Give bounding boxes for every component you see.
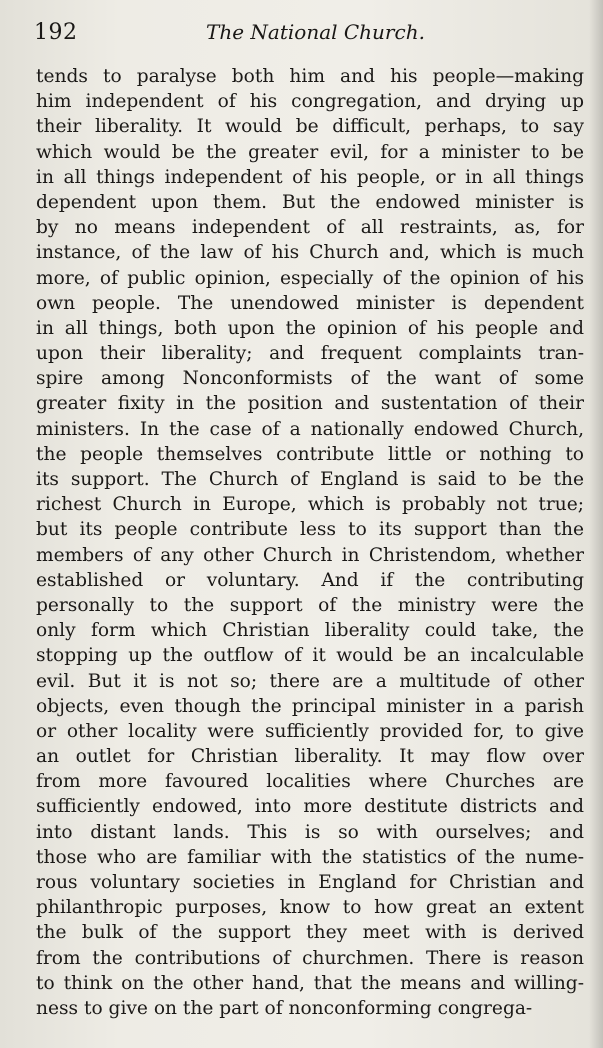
text-line: from the contributions of churchmen. There is reason [36, 947, 584, 969]
text-line: greater fixity in the position and sustentation of their [36, 393, 584, 415]
text-line: which would be the greater evil, for a minister to be [36, 141, 584, 163]
text-line: personally to the support of the ministry were the [36, 594, 584, 616]
text-line: philanthropic purposes, know to how great an extent [36, 897, 584, 919]
text-line: dependent upon them. But the endowed minister is [36, 191, 584, 213]
text-line: the people themselves contribute little or nothing to [36, 443, 584, 465]
text-line: evil. But it is not so; there are a multitude of other [36, 670, 584, 692]
text-line: or other locality were sufficiently provided for, to give [36, 720, 584, 742]
text-line: instance, of the law of his Church and, which is much [36, 242, 584, 264]
text-line: members of any other Church in Christendom, whether [36, 544, 584, 566]
page-edge-shadow [589, 0, 603, 1048]
text-line: the bulk of the support they meet with is derived [36, 922, 584, 944]
text-line: to think on the other hand, that the means and willing- [36, 972, 584, 994]
page-header [34, 18, 582, 48]
text-line: in all things independent of his people, or in all things [36, 166, 584, 188]
text-line: established or voluntary. And if the contributing [36, 569, 584, 591]
text-line: tends to paralyse both him and his people—making [36, 66, 584, 87]
text-line: spire among Nonconformists of the want of some [36, 368, 584, 390]
text-line: those who are familiar with the statistics of the nume- [36, 846, 584, 868]
running-head: The National Church. [206, 20, 425, 44]
body-text [36, 64, 584, 1021]
page-number: 192 [34, 20, 78, 45]
text-line: into distant lands. This is so with ourselves; and [36, 821, 584, 843]
text-line: only form which Christian liberality could take, the [36, 620, 584, 642]
text-line: richest Church in Europe, which is probably not true; [36, 494, 584, 516]
text-line: from more favoured localities where Churches are [36, 771, 584, 793]
text-line: ministers. In the case of a nationally endowed Church, [36, 418, 584, 440]
text-line: ness to give on the part of nonconforming congrega- [36, 997, 533, 1019]
text-line: more, of public opinion, especially of the opinion of his [36, 267, 584, 289]
text-line: sufficiently endowed, into more destitute districts and [36, 796, 584, 818]
text-line: stopping up the outflow of it would be an incalculable [36, 645, 584, 667]
text-line: by no means independent of all restraints, as, for [36, 217, 584, 239]
text-line: their liberality. It would be difficult, perhaps, to say [36, 116, 584, 138]
text-line: objects, even though the principal minister in a parish [36, 695, 584, 717]
text-line: rous voluntary societies in England for Christian and [36, 872, 584, 893]
text-line: but its people contribute less to its support than the [36, 519, 584, 541]
text-line: own people. The unendowed minister is dependent [36, 292, 584, 314]
text-line: him independent of his congregation, and drying up [36, 91, 584, 113]
text-line: upon their liberality; and frequent complaints tran- [36, 343, 584, 365]
text-line: its support. The Church of England is said to be the [36, 469, 584, 490]
text-line: in all things, both upon the opinion of his people and [36, 317, 584, 339]
text-line: an outlet for Christian liberality. It may flow over [36, 746, 584, 768]
